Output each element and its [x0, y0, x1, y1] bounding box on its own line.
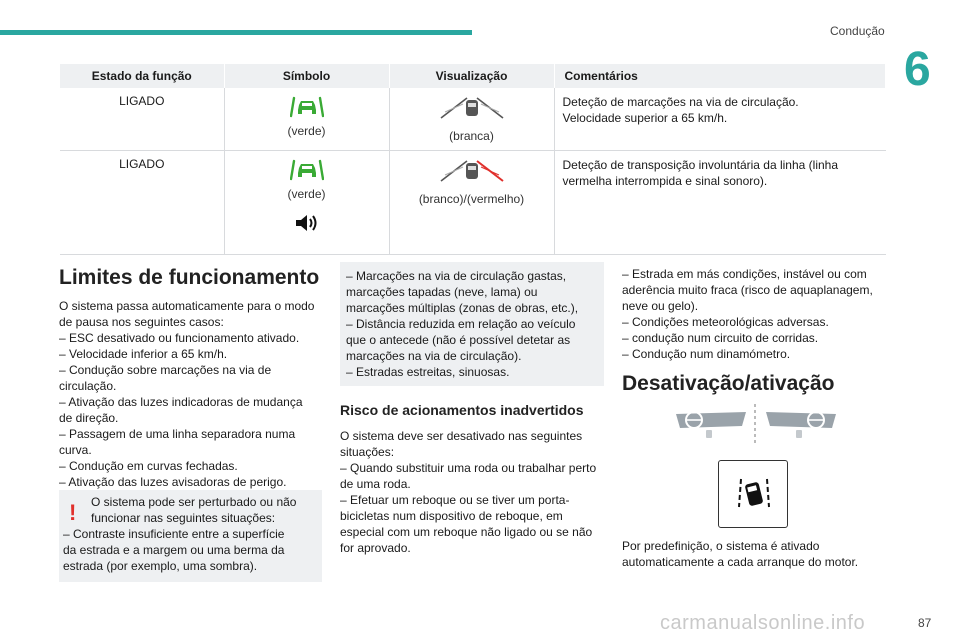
visualization-caption: (branco)/(vermelho)	[418, 191, 525, 206]
lane-assist-green-icon	[290, 159, 324, 181]
visualization-cell	[389, 150, 554, 254]
lane-assist-button	[718, 460, 788, 528]
text-line: marcações na via de circulação).	[346, 349, 522, 363]
limits-continued-text	[346, 268, 598, 380]
watermark: carmanualsonline.info	[660, 612, 866, 634]
text-line: automaticamente a cada arranque do motor.	[622, 555, 859, 569]
risk-title: Risco de acionamentos inadvertidos	[340, 402, 584, 418]
text-line: – Marcações na via de circulação gastas,	[346, 269, 567, 283]
header-symbol: Símbolo	[224, 64, 389, 88]
symbol-caption: (verde)	[287, 186, 326, 201]
lane-assist-button-icon	[719, 461, 789, 529]
section-title: Condução	[830, 24, 885, 38]
text-line: – condução num circuito de corridas.	[622, 331, 819, 345]
function-status-table	[60, 64, 886, 255]
table-row	[60, 150, 886, 254]
header-state: Estado da função	[60, 64, 224, 88]
text-line: – Contraste insuficiente entre a superfície	[63, 527, 285, 541]
header-comments: Comentários	[554, 64, 886, 88]
table-header-row	[60, 64, 886, 88]
text-line: marcações múltiplas (zonas de obras, etc.),	[346, 301, 579, 315]
symbol-caption: (verde)	[287, 124, 326, 138]
text-line: – Quando substituir uma roda ou trabalhar perto	[340, 461, 597, 475]
warning-text	[63, 494, 316, 574]
text-line: estrada (por exemplo, uma sombra).	[63, 559, 258, 573]
text-line: aderência muito fraca (risco de aquaplanagem,	[622, 283, 873, 297]
symbol-cell	[224, 88, 389, 150]
text-line: Por predefinição, o sistema é ativado	[622, 539, 820, 553]
header-visualization: Visualização	[389, 64, 554, 88]
text-line: curva.	[59, 443, 92, 457]
divider-dashed	[754, 404, 756, 446]
steering-wheel-dashboard-left-icon	[672, 408, 750, 442]
text-line: for aprovado.	[340, 541, 411, 555]
comment-line: Velocidade superior a 65 km/h.	[562, 111, 728, 125]
state-cell: LIGADO	[60, 88, 224, 150]
text-line: circulação.	[59, 379, 117, 393]
text-line: – Distância reduzida em relação ao veículo	[346, 317, 576, 331]
sound-icon	[294, 213, 320, 233]
deactivation-title: Desativação/ativação	[622, 372, 835, 395]
text-line: – Velocidade inferior a 65 km/h.	[59, 347, 228, 361]
text-line: marcações tapadas (neve, lama) ou	[346, 285, 538, 299]
text-line: – ESC desativado ou funcionamento ativado.	[59, 331, 300, 345]
lane-assist-green-icon	[290, 96, 324, 118]
lane-display-white-icon	[439, 94, 505, 120]
text-line: funcionar nas seguintes situações:	[91, 511, 276, 525]
warning-box	[59, 490, 322, 582]
limits-continued-box	[340, 262, 604, 386]
text-line: O sistema pode ser perturbado ou não	[91, 495, 297, 509]
text-line: – Passagem de uma linha separadora numa	[59, 427, 296, 441]
limits-text	[59, 298, 323, 490]
text-line: O sistema deve ser desativado nas seguintes	[340, 429, 583, 443]
header-accent-bar	[0, 30, 472, 35]
text-line: de pausa nos seguintes casos:	[59, 315, 224, 329]
text-line: bicicletas num dispositivo de reboque, em	[340, 509, 563, 523]
text-line: O sistema passa automaticamente para o modo	[59, 299, 315, 313]
text-line: neve ou gelo).	[622, 299, 699, 313]
limits-section	[59, 266, 323, 490]
text-line: – Condução sobre marcações na via de	[59, 363, 272, 377]
text-line: – Estrada em más condições, instável ou com	[622, 267, 867, 281]
text-line: – Condições meteorológicas adversas.	[622, 315, 829, 329]
table-row	[60, 88, 886, 150]
text-line: – Ativação das luzes indicadoras de mudança	[59, 395, 303, 409]
limits-title: Limites de funcionamento	[59, 266, 320, 289]
text-line: da estrada e a margem ou uma berma da	[63, 543, 285, 557]
comment-cell	[554, 88, 886, 150]
risk-section	[340, 402, 606, 556]
comment-line: vermelha interrompida e sinal sonoro).	[562, 173, 768, 188]
state-cell: LIGADO	[60, 150, 224, 254]
risk-text	[340, 428, 606, 556]
comment-line: Deteção de transposição involuntária da linha (linha	[562, 157, 839, 172]
text-line: de direção.	[59, 411, 119, 425]
text-line: que o antecede (não é possível detetar as	[346, 333, 571, 347]
comment-line: Deteção de marcações na via de circulação.	[562, 95, 799, 109]
comment-cell	[554, 150, 886, 254]
deactivation-text	[622, 538, 882, 570]
visualization-caption: (branca)	[449, 129, 494, 143]
visualization-cell	[389, 88, 554, 150]
text-line: – Ativação das luzes avisadoras de perigo.	[59, 475, 287, 489]
lane-display-red-icon	[439, 157, 505, 183]
text-line: – Efetuar um reboque ou se tiver um porta-	[340, 493, 570, 507]
page-number: 87	[918, 616, 932, 630]
conditions-text	[622, 266, 884, 362]
text-line: de uma roda.	[340, 477, 411, 491]
conditions-section	[622, 266, 884, 362]
text-line: – Condução num dinamómetro.	[622, 347, 791, 361]
exclamation-warning-icon: !	[69, 500, 77, 525]
symbol-cell	[224, 150, 389, 254]
steering-wheel-dashboard-right-icon	[762, 408, 840, 442]
text-line: especial com um reboque não ligado ou se não	[340, 525, 593, 539]
text-line: situações:	[340, 445, 395, 459]
chapter-number: 6	[904, 43, 931, 96]
text-line: – Condução em curvas fechadas.	[59, 459, 238, 473]
text-line: – Estradas estreitas, sinuosas.	[346, 365, 510, 379]
